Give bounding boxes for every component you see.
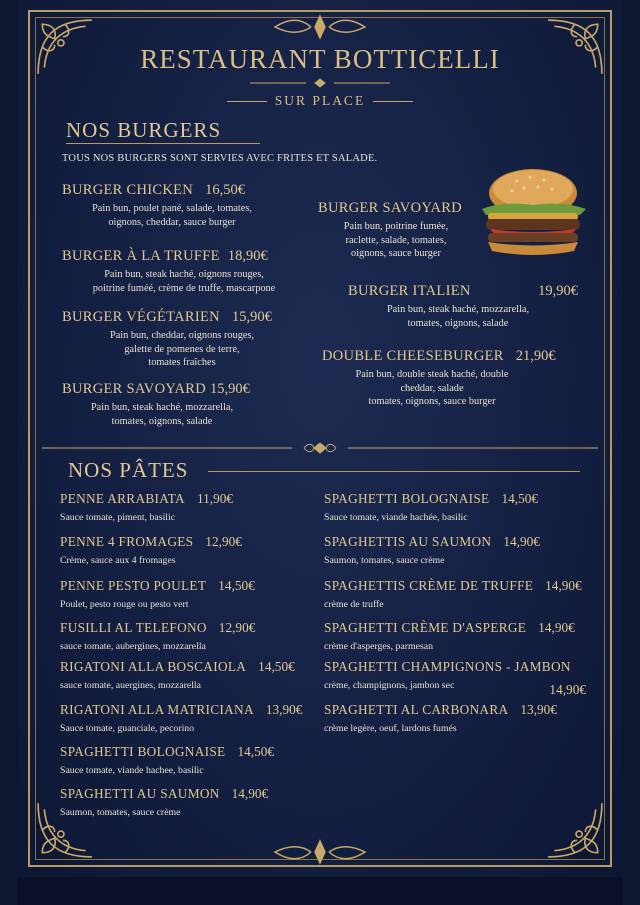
section-title-pates: NOS PÂTES [68, 458, 189, 482]
burger-illustration [472, 163, 594, 261]
service-subtitle: SUR PLACE [274, 93, 366, 108]
item-price: 14,90€ [231, 786, 269, 801]
menu-item [324, 701, 586, 736]
item-description: Sauce tomate, guanciale, pecorino [60, 723, 195, 734]
item-name: RIGATONI ALLA BOSCAIOLA [60, 659, 247, 674]
menu-item: BURGER SAVOYARD Pain bun, poitrine fumée, raclette, salade, tomates, oignons, sauce burger [318, 200, 463, 259]
item-price: 13,90€ [265, 702, 303, 717]
item-name: PENNE ARRABIATA [60, 491, 185, 506]
menu-item: BURGER VÉGÉTARIEN 15,90€ Pain bun, cheddar, oignons rouges, galette de pomenes de terre, tomates fraîches [62, 309, 272, 368]
item-description: Saumon, tomates, sauce crème [324, 555, 445, 566]
corner-ornament-icon [544, 799, 606, 861]
menu-item: DOUBLE CHEESEBURGER 21,90€ Pain bun, double steak haché, double cheddar, salade tomates, oignons, sauce burger [322, 348, 556, 407]
menu-item [60, 658, 322, 693]
restaurant-title: RESTAURANT BOTTICELLI [140, 44, 500, 74]
section-divider-icon [42, 442, 598, 454]
menu-item [324, 619, 586, 654]
item-description: Sauce tomate, piment, basilic [60, 512, 176, 523]
menu-item [60, 743, 322, 778]
item-price: 14,90€ [503, 534, 540, 549]
item-name: SPAGHETTI AU SAUMON [60, 786, 220, 801]
item-description: crème d'asperges, parmesan [324, 641, 434, 652]
menu-item: BURGER CHICKEN 16,50€ Pain bun, poulet pané, salade, tomates, oignons, cheddar, sauce burger [62, 182, 252, 228]
title-flourish-icon [250, 78, 390, 88]
item-description: Sauce tomate, viande hachée, basilic [324, 512, 468, 523]
item-description: crème legère, oeuf, lardons fumés [324, 723, 457, 734]
item-description: sauce tomate, aubergines, mozzarella [60, 641, 206, 652]
item-description: Saumon, tomates, sauce crème [60, 807, 181, 818]
menu-item [324, 533, 586, 568]
crest-ornament-icon [265, 839, 375, 865]
item-description: Crème, sauce aux 4 fromages [60, 555, 176, 566]
item-name: SPAGHETTI BOLOGNAISE [60, 744, 226, 759]
menu-item [60, 619, 322, 654]
item-description: sauce tomate, auergines, mozzarella [60, 680, 201, 691]
menu-item [60, 577, 322, 612]
item-price: 14,90€ [538, 620, 575, 635]
item-name: SPAGHETTIS AU SAUMON [324, 534, 492, 549]
item-price: 11,90€ [196, 491, 234, 506]
item-name: RIGATONI ALLA MATRICIANA [60, 702, 254, 717]
item-description: crème, champignons, jambon sec [324, 680, 455, 691]
menu-item [324, 577, 586, 612]
burgers-note: TOUS NOS BURGERS SONT SERVIES AVEC FRITES ET SALADE. [62, 153, 378, 164]
menu-item: BURGER SAVOYARD 15,90€ Pain bun, steak haché, mozzarella, tomates, oignons, salade [62, 381, 250, 427]
item-name: FUSILLI AL TELEFONO [60, 620, 207, 635]
item-price: 14,90€ [545, 578, 582, 593]
item-description: crème de truffe [324, 599, 384, 610]
item-name: SPAGHETTIS CRÈME DE TRUFFE [324, 578, 534, 593]
menu-item [324, 490, 586, 525]
item-description: Poulet, pesto rouge ou pesto vert [60, 599, 189, 610]
section-title-burgers: NOS BURGERS [66, 118, 222, 142]
item-price: 12,90€ [205, 534, 242, 549]
item-name: PENNE PESTO POULET [60, 578, 207, 593]
item-description: Sauce tomate, viande hachee, basilic [60, 765, 204, 776]
item-price: 14,50€ [501, 491, 539, 506]
menu-item [60, 785, 322, 820]
menu-item [324, 658, 586, 698]
item-name: PENNE 4 FROMAGES [60, 534, 194, 549]
menu-item [60, 490, 322, 525]
item-price: 13,90€ [520, 702, 557, 717]
item-price: 14,90€ [549, 682, 586, 697]
menu-item [60, 701, 322, 736]
menu-item: BURGER À LA TRUFFE 18,90€ Pain bun, steak haché, oignons rouges, poitrine fuméé, crème de truffe, mascarpone [62, 248, 276, 294]
item-price: 12,90€ [218, 620, 256, 635]
item-name: SPAGHETTI CHAMPIGNONS - JAMBON [324, 659, 571, 674]
item-name: SPAGHETTI AL CARBONARA [324, 702, 509, 717]
item-name: SPAGHETTI BOLOGNAISE [324, 491, 490, 506]
item-price: 14,50€ [218, 578, 255, 593]
menu-item: BURGER ITALIEN 19,90€ Pain bun, steak haché, mozzarella, tomates, oignons, salade [348, 283, 578, 329]
crest-ornament-icon [265, 14, 375, 40]
menu-page [18, 0, 622, 905]
item-name: SPAGHETTI CRÈME D'ASPERGE [324, 620, 527, 635]
item-price: 14,50€ [237, 744, 275, 759]
item-price: 14,50€ [258, 659, 295, 674]
menu-item [60, 533, 322, 568]
